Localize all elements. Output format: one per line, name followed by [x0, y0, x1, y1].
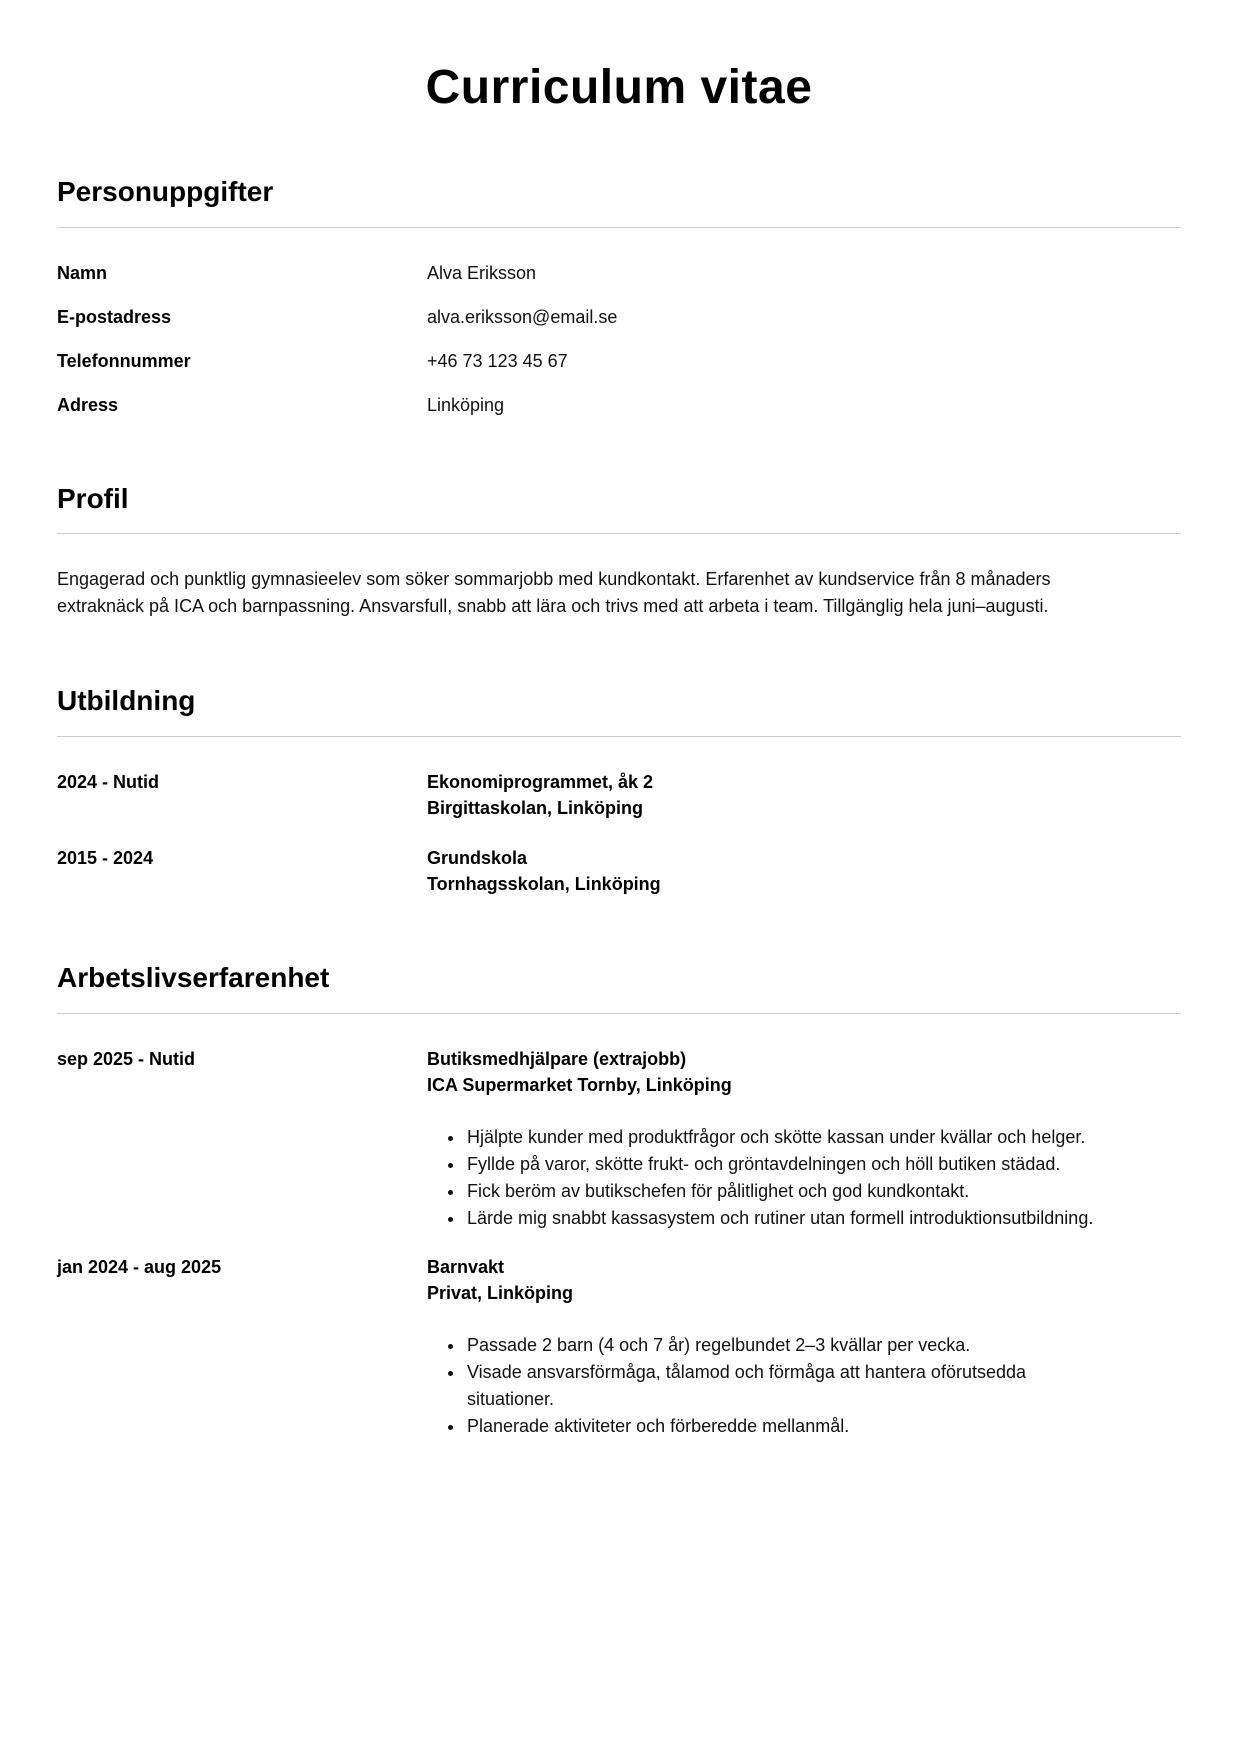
personal-rows — [57, 260, 1181, 418]
job-employer: ICA Supermarket Tornby, Linköping — [427, 1074, 732, 1095]
job-employer: Privat, Linköping — [427, 1282, 574, 1303]
section-heading-education: Utbildning — [57, 685, 196, 717]
experience-entry — [57, 1046, 1181, 1232]
section-divider — [57, 227, 1181, 228]
education-institution: Tornhagsskolan, Linköping — [427, 873, 661, 894]
info-row-phone — [57, 348, 1181, 374]
job-bullet: • Planerade aktiviteter och förberedde mellanmål. — [465, 1413, 1099, 1440]
info-label: Adress — [57, 394, 119, 415]
info-row-email — [57, 304, 1181, 330]
job-bullet: • Fyllde på varor, skötte frukt- och gröntavdelningen och höll butiken städad. — [465, 1151, 1099, 1178]
info-label: Telefonnummer — [57, 350, 191, 371]
job-bullet: • Visade ansvarsförmåga, tålamod och förmåga att hantera oförutsedda situationer. — [465, 1359, 1099, 1413]
info-value: Alva Eriksson — [427, 262, 537, 283]
section-heading-personal: Personuppgifter — [57, 176, 274, 208]
info-value: Linköping — [427, 394, 505, 415]
experience-period: jan 2024 - aug 2025 — [57, 1256, 222, 1277]
education-institution: Birgittaskolan, Linköping — [427, 797, 644, 818]
section-divider — [57, 533, 1181, 534]
education-entry — [57, 769, 1181, 821]
job-bullet: • Lärde mig snabbt kassasystem och rutiner utan formell introduktionsutbildning. — [465, 1205, 1099, 1232]
info-row-name — [57, 260, 1181, 286]
section-personal — [57, 175, 1181, 418]
info-label: Namn — [57, 262, 108, 283]
experience-entries — [57, 1046, 1181, 1440]
section-divider — [57, 1013, 1181, 1014]
section-divider — [57, 736, 1181, 737]
education-period: 2024 - Nutid — [57, 771, 160, 792]
job-bullet-list — [427, 1332, 1099, 1440]
section-profile — [57, 482, 1181, 621]
profile-text: Engagerad och punktlig gymnasieelev som söker sommarjobb med kundkontakt. Erfarenhet av kundservice från 8 månaders extraknäck på ICA och barnpassning. Ansvarsfull, snabb att lära och trivs med att arbeta i team. Tillgänglig hela juni–augusti. — [57, 569, 1051, 617]
section-heading-profile: Profil — [57, 482, 129, 514]
job-title: Barnvakt — [427, 1256, 505, 1277]
experience-period: sep 2025 - Nutid — [57, 1048, 196, 1069]
education-title: Ekonomiprogrammet, åk 2 — [427, 771, 654, 792]
job-bullet: • Hjälpte kunder med produktfrågor och skötte kassan under kvällar och helger. — [465, 1124, 1099, 1151]
info-label: E-postadress — [57, 306, 172, 327]
info-value: +46 73 123 45 67 — [427, 350, 568, 371]
info-row-address — [57, 392, 1181, 418]
job-title: Butiksmedhjälpare (extrajobb) — [427, 1048, 687, 1069]
experience-entry — [57, 1254, 1181, 1440]
job-bullet-list — [427, 1124, 1099, 1232]
info-value: alva.eriksson@email.se — [427, 306, 618, 327]
education-title: Grundskola — [427, 847, 528, 868]
job-bullet: • Fick beröm av butikschefen för pålitlighet och god kundkontakt. — [465, 1178, 1099, 1205]
section-education — [57, 684, 1181, 897]
section-heading-experience: Arbetslivserfarenhet — [57, 961, 330, 993]
education-entry — [57, 845, 1181, 897]
job-bullet: • Passade 2 barn (4 och 7 år) regelbundet 2–3 kvällar per vecka. — [465, 1332, 1099, 1359]
education-entries — [57, 769, 1181, 897]
document-title: Curriculum vitae — [425, 61, 813, 114]
section-experience — [57, 961, 1181, 1440]
education-period: 2015 - 2024 — [57, 847, 154, 868]
